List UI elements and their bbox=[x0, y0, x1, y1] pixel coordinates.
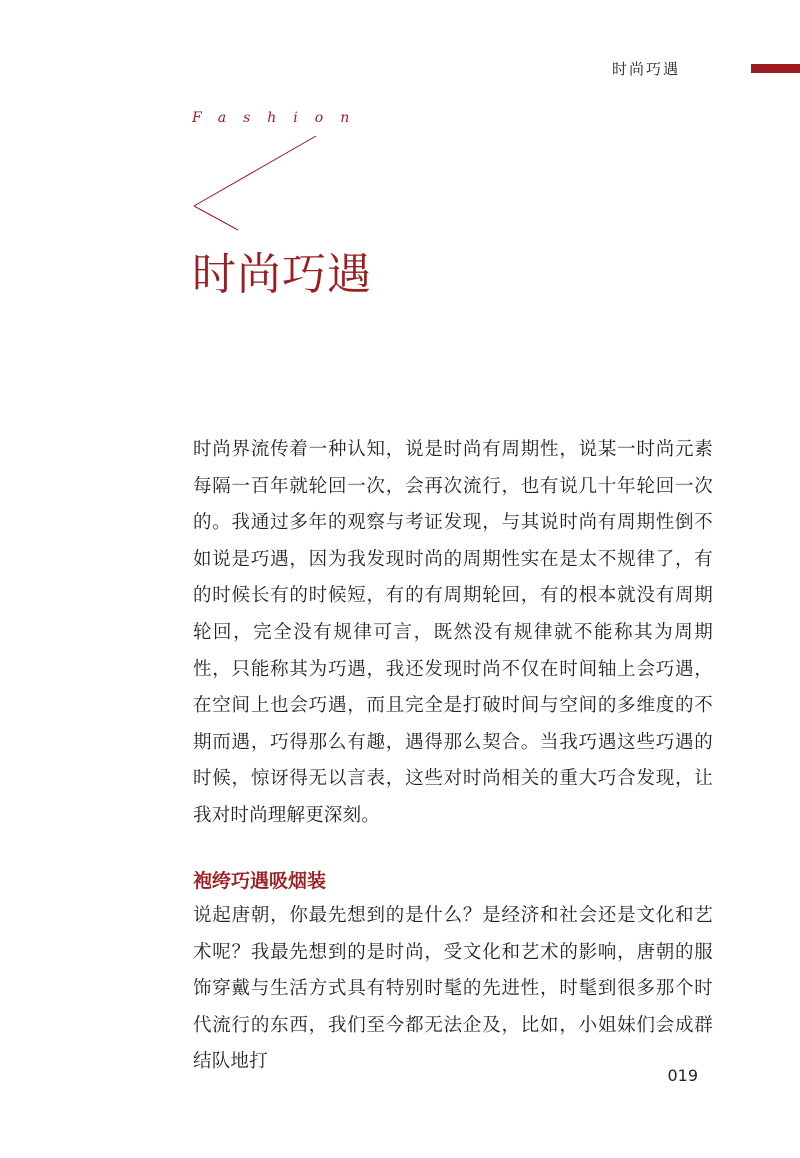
chapter-title: 时尚巧遇 bbox=[192, 249, 372, 300]
page-number: 019 bbox=[667, 1066, 698, 1085]
running-head-title: 时尚巧遇 bbox=[612, 60, 681, 78]
header-accent-bar bbox=[751, 64, 800, 73]
decorative-line-lower bbox=[194, 206, 238, 230]
decorative-chevron-lines bbox=[188, 130, 328, 235]
decorative-line-upper bbox=[194, 136, 316, 206]
intro-paragraph: 时尚界流传着一种认知，说是时尚有周期性，说某一时尚元素每隔一百年就轮回一次，会再次流行，也有说几十年轮回一次的。我通过多年的观察与考证发现，与其说时尚有周期性倒不如说是巧遇，因为我发现时尚的周期性实在是太不规律了，有的时候长有的时候短，有的有周期轮回，有的根本就没有周期轮回，完全没有规律可言，既然没有规律就不能称其为周期性，只能称其为巧遇，我还发现时尚不仅在时间轴上会巧遇，在空间上也会巧遇，而且完全是打破时间与空间的多维度的不期而遇，巧得那么有趣，遇得那么契合。当我巧遇这些巧遇的时候，惊讶得无以言表，这些对时尚相关的重大巧合发现，让我对时尚理解更深刻。 bbox=[193, 439, 713, 826]
section-paragraph: 说起唐朝，你最先想到的是什么？是经济和社会还是文化和艺术呢？我最先想到的是时尚，受文化和艺术的影响，唐朝的服饰穿戴与生活方式具有特别时髦的先进性，时髦到很多那个时代流行的东西，我们至今都无法企及，比如，小姐妹们会成群结队地打 bbox=[193, 905, 713, 1073]
fashion-label: Fashion bbox=[192, 110, 367, 126]
section-heading: 袍绔巧遇吸烟装 bbox=[193, 870, 327, 892]
